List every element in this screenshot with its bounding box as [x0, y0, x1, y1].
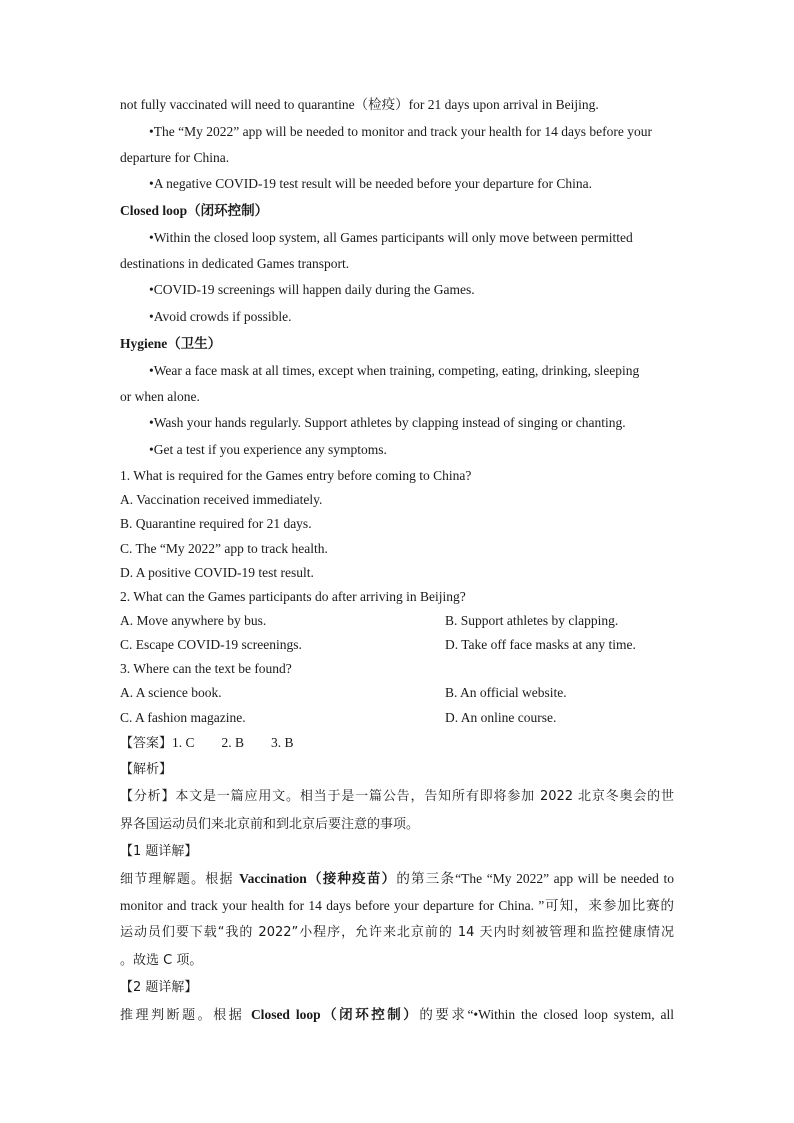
analysis-text: 界各国运动员们来北京前和到北京后要注意的事项。 — [120, 817, 420, 832]
analysis-text — [120, 1006, 674, 1025]
analysis-text-part: 推理判断题。根据 — [120, 1008, 251, 1023]
analysis-text: 【分析】本文是一篇应用文。相当于是一篇公告，告知所有即将参加 2022 北京冬奥会的世 — [120, 789, 674, 804]
bullet-line: •A negative COVID-19 test result will be needed before your departure for China. — [149, 176, 592, 191]
bullet-line: •The “My 2022” app will be needed to monitor and track your health for 14 days before your — [149, 124, 652, 139]
bullet-line: •Within the closed loop system, all Games participants will only move between permitted — [149, 230, 633, 245]
answer-line — [120, 734, 674, 753]
bullet-line: •Wear a face mask at all times, except when training, competing, eating, drinking, sleeping — [149, 363, 640, 378]
text-line: destinations in dedicated Games transport. — [120, 256, 350, 271]
text-line: departure for China. — [120, 150, 230, 165]
detail-heading: 【2 题详解】 — [120, 980, 198, 995]
text-line: not fully vaccinated will need to quarantine（检疫）for 21 days upon arrival in Beijing. — [120, 97, 599, 112]
option: D. An online course. — [445, 710, 557, 725]
analysis-label: 【解析】 — [120, 762, 173, 777]
option: A. Vaccination received immediately. — [120, 492, 323, 507]
option: C. Escape COVID-19 screenings. — [120, 637, 302, 652]
option: B. An official website. — [445, 685, 567, 700]
answer-label: 【答案】 — [120, 736, 173, 751]
bullet-line: •Get a test if you experience any symptoms. — [149, 442, 387, 457]
analysis-text: 。故选 C 项。 — [120, 953, 203, 968]
analysis-text — [120, 870, 674, 889]
option: D. A positive COVID-19 test result. — [120, 565, 314, 580]
question-stem: 3. Where can the text be found? — [120, 661, 292, 676]
keyword: Closed loop（闭环控制） — [250, 1007, 420, 1022]
bullet-line: •Avoid crowds if possible. — [149, 309, 292, 324]
analysis-text: 运动员们要下载“我的 2022”小程序，允许来北京前的 14 天内时刻被管理和监控健康情况 — [120, 925, 674, 940]
detail-heading: 【1 题详解】 — [120, 844, 198, 859]
bullet-line: •Wash your hands regularly. Support athletes by clapping instead of singing or chanting. — [149, 415, 626, 430]
text-line: or when alone. — [120, 389, 200, 404]
option: C. The “My 2022” app to track health. — [120, 541, 328, 556]
analysis-text-part: 细节理解题。根据 — [120, 872, 240, 887]
bullet-line: •COVID-19 screenings will happen daily during the Games. — [149, 282, 475, 297]
analysis-text-part: 的第三条“The “My 2022” app will be needed to — [396, 871, 674, 886]
answer-text: 1. C 2. B 3. B — [172, 735, 294, 750]
option: A. A science book. — [120, 685, 222, 700]
question-stem: 2. What can the Games participants do after arriving in Beijing? — [120, 589, 466, 604]
question-stem: 1. What is required for the Games entry before coming to China? — [120, 468, 472, 483]
option: A. Move anywhere by bus. — [120, 613, 267, 628]
option: D. Take off face masks at any time. — [445, 637, 636, 652]
keyword: Vaccination（接种疫苗） — [239, 871, 397, 886]
section-heading: Closed loop（闭环控制） — [120, 203, 269, 218]
option: B. Quarantine required for 21 days. — [120, 516, 312, 531]
analysis-text: monitor and track your health for 14 days before your departure for China. ”可知，来参加比赛的 — [120, 898, 674, 913]
option: C. A fashion magazine. — [120, 710, 246, 725]
section-heading: Hygiene（卫生） — [120, 336, 222, 351]
option: B. Support athletes by clapping. — [445, 613, 619, 628]
analysis-text-part: 的要求“•Within the closed loop system, all — [419, 1007, 675, 1022]
